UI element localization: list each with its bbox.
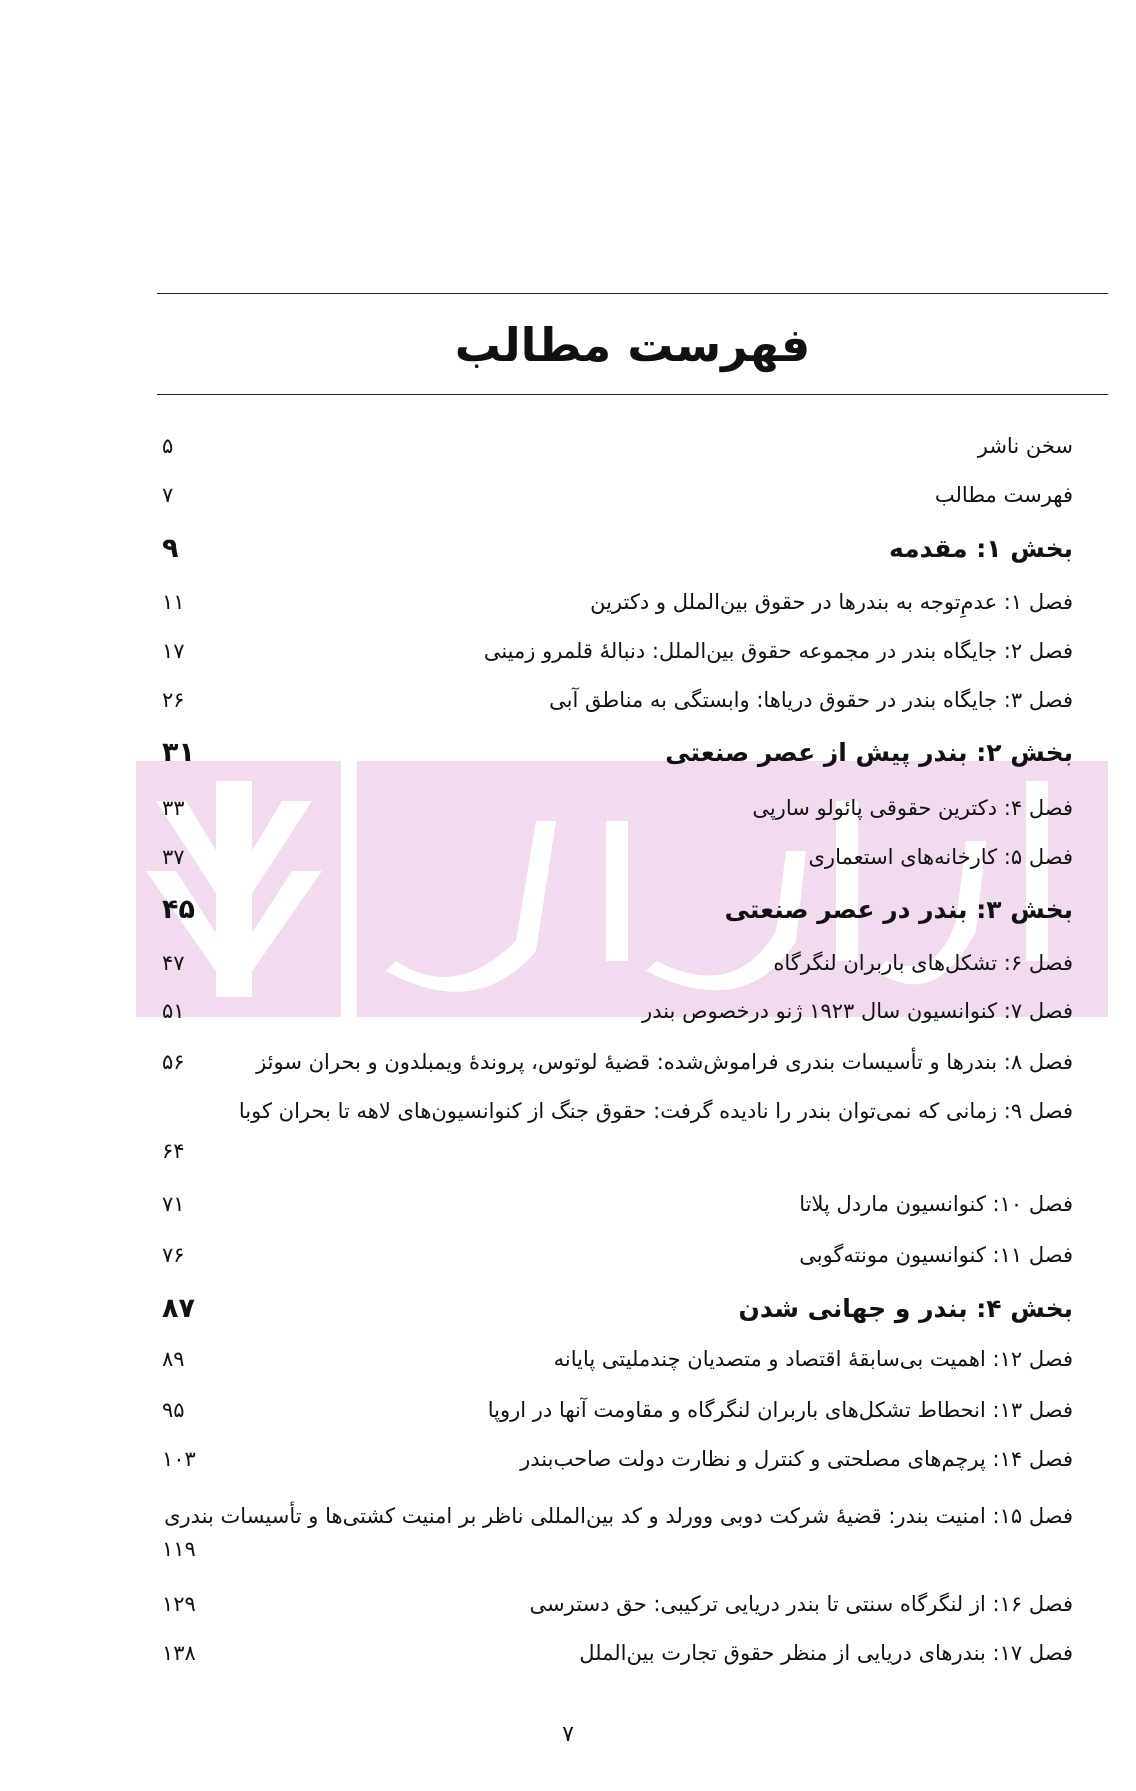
toc-entry-page: ۱۱۹ [162,1537,196,1561]
toc-entry-page: ۱۲۹ [162,1592,196,1616]
toc-entry [0,1341,1136,1377]
toc-entry-page: ۱۷ [162,639,185,663]
toc-entry-page: ۹ [162,533,179,564]
toc-entry-title: فصل ۱۳: انحطاط تشکل‌های باربران لنگرگاه و مقاومت آنها در اروپا [487,1398,1073,1422]
toc-entry-title: فهرست مطالب [934,483,1073,507]
toc-entry-page: ۳۷ [162,845,185,869]
toc-entry [0,1441,1136,1477]
toc-entry-title: فصل ۱۵: امنیت بندر: قضیهٔ شرکت دوبی وورلد و کد بین‌المللی ناظر بر امنیت کشتی‌ها و تأسیسات بندری [164,1504,1073,1528]
toc-entry [0,1186,1136,1222]
toc-entry-title: فصل ۱۱: کنوانسیون مونته‌گوبی [799,1243,1073,1267]
toc-entry-title: سخن ناشر [977,434,1073,458]
toc-entry-title: فصل ۱۲: اهمیت بی‌سابقهٔ اقتصاد و متصدیان چندملیتی پایانه [553,1347,1073,1371]
page-number: ۷ [562,1722,574,1747]
toc-entry [0,1586,1136,1622]
toc-entry [0,839,1136,875]
toc-entry-page: ۶۴ [162,1139,185,1163]
toc-section-entry [0,735,1136,771]
toc-entry-page: ۲۶ [162,688,185,712]
toc-entry [0,790,1136,826]
toc-entry-page: ۸۷ [162,1293,195,1324]
toc-entry [0,1635,1136,1671]
toc-section-entry [0,531,1136,567]
toc-section-entry [0,892,1136,928]
toc-entry-title: بخش ۴: بندر و جهانی شدن [738,1294,1073,1323]
toc-entry-title: بخش ۲: بندر پیش از عصر صنعتی [665,738,1073,767]
toc-entry-title: فصل ۵: کارخانه‌های استعماری [808,845,1073,869]
toc-entry [0,477,1136,513]
toc-entry-title: فصل ۷: کنوانسیون سال ۱۹۲۳ ژنو درخصوص بندر [642,999,1073,1023]
toc-entry [0,945,1136,981]
toc-entry [0,1491,1136,1561]
toc-entry-page: ۵۶ [162,1050,185,1074]
toc-entry-page: ۱۳۸ [162,1641,196,1665]
toc-entry-title: فصل ۴: دکترین حقوقی پائولو سارپی [752,796,1073,820]
toc-entry-title: بخش ۱: مقدمه [889,534,1073,563]
toc-entry-page: ۸۹ [162,1347,185,1371]
toc-entry-title: فصل ۱۰: کنوانسیون ماردل پلاتا [799,1192,1073,1216]
toc-entry-page: ۷ [162,483,174,507]
toc-entry [0,428,1136,464]
toc-entry-page: ۱۱ [162,590,185,614]
top-rule [157,293,1108,294]
toc-entry [0,993,1136,1029]
toc-entry-page: ۷۶ [162,1243,185,1267]
toc-entry-title: فصل ۶: تشکل‌های باربران لنگرگاه [773,951,1073,975]
toc-entry-page: ۱۰۳ [162,1447,196,1471]
toc-entry [0,1237,1136,1273]
toc-entry-page: ۳۱ [162,737,195,768]
toc-entry [0,682,1136,718]
toc-entry [0,633,1136,669]
toc-entry [0,584,1136,620]
toc-entry-page: ۴۷ [162,951,185,975]
toc-entry [0,1392,1136,1428]
toc-section-entry [0,1291,1136,1327]
toc-entry-title: فصل ۹: زمانی که نمی‌توان بندر را نادیده گرفت: حقوق جنگ از کنوانسیون‌های لاهه تا بحران کوبا [238,1099,1073,1123]
toc-entry-title: فصل ۳: جایگاه بندر در حقوق دریاها: وابستگی به مناطق آبی [549,688,1073,712]
toc-entry [0,1044,1136,1080]
toc-entry-title: بخش ۳: بندر در عصر صنعتی [724,895,1073,924]
toc-entry-title: فصل ۱: عدمِ‌توجه به بندرها در حقوق بین‌الملل و دکترین [590,590,1073,614]
toc-entry-page: ۹۵ [162,1398,185,1422]
toc-entry-title: فصل ۱۴: پرچم‌های مصلحتی و کنترل و نظارت دولت صاحب‌بندر [520,1447,1073,1471]
toc-entry [0,1093,1136,1163]
toc-entry-title: فصل ۱۶: از لنگرگاه سنتی تا بندر دریایی ترکیبی: حق دسترسی [529,1592,1073,1616]
toc-entry-page: ۷۱ [162,1192,185,1216]
toc-entry-title: فصل ۸: بندرها و تأسیسات بندری فراموش‌شده: قضیهٔ لوتوس، پروندهٔ ویمبلدون و بحران سوئز [256,1050,1073,1074]
toc-entry-title: فصل ۲: جایگاه بندر در مجموعه حقوق بین‌الملل: دنبالهٔ قلمرو زمینی [483,639,1073,663]
page-title: فهرست مطالب [454,318,811,372]
toc-entry-page: ۴۵ [162,894,195,925]
title-bottom-rule [157,394,1108,395]
toc-entry-page: ۳۳ [162,796,185,820]
toc-entry-page: ۵۱ [162,999,185,1023]
toc-entry-title: فصل ۱۷: بندرهای دریایی از منظر حقوق تجارت بین‌الملل [579,1641,1073,1665]
toc-entry-page: ۵ [162,434,174,458]
